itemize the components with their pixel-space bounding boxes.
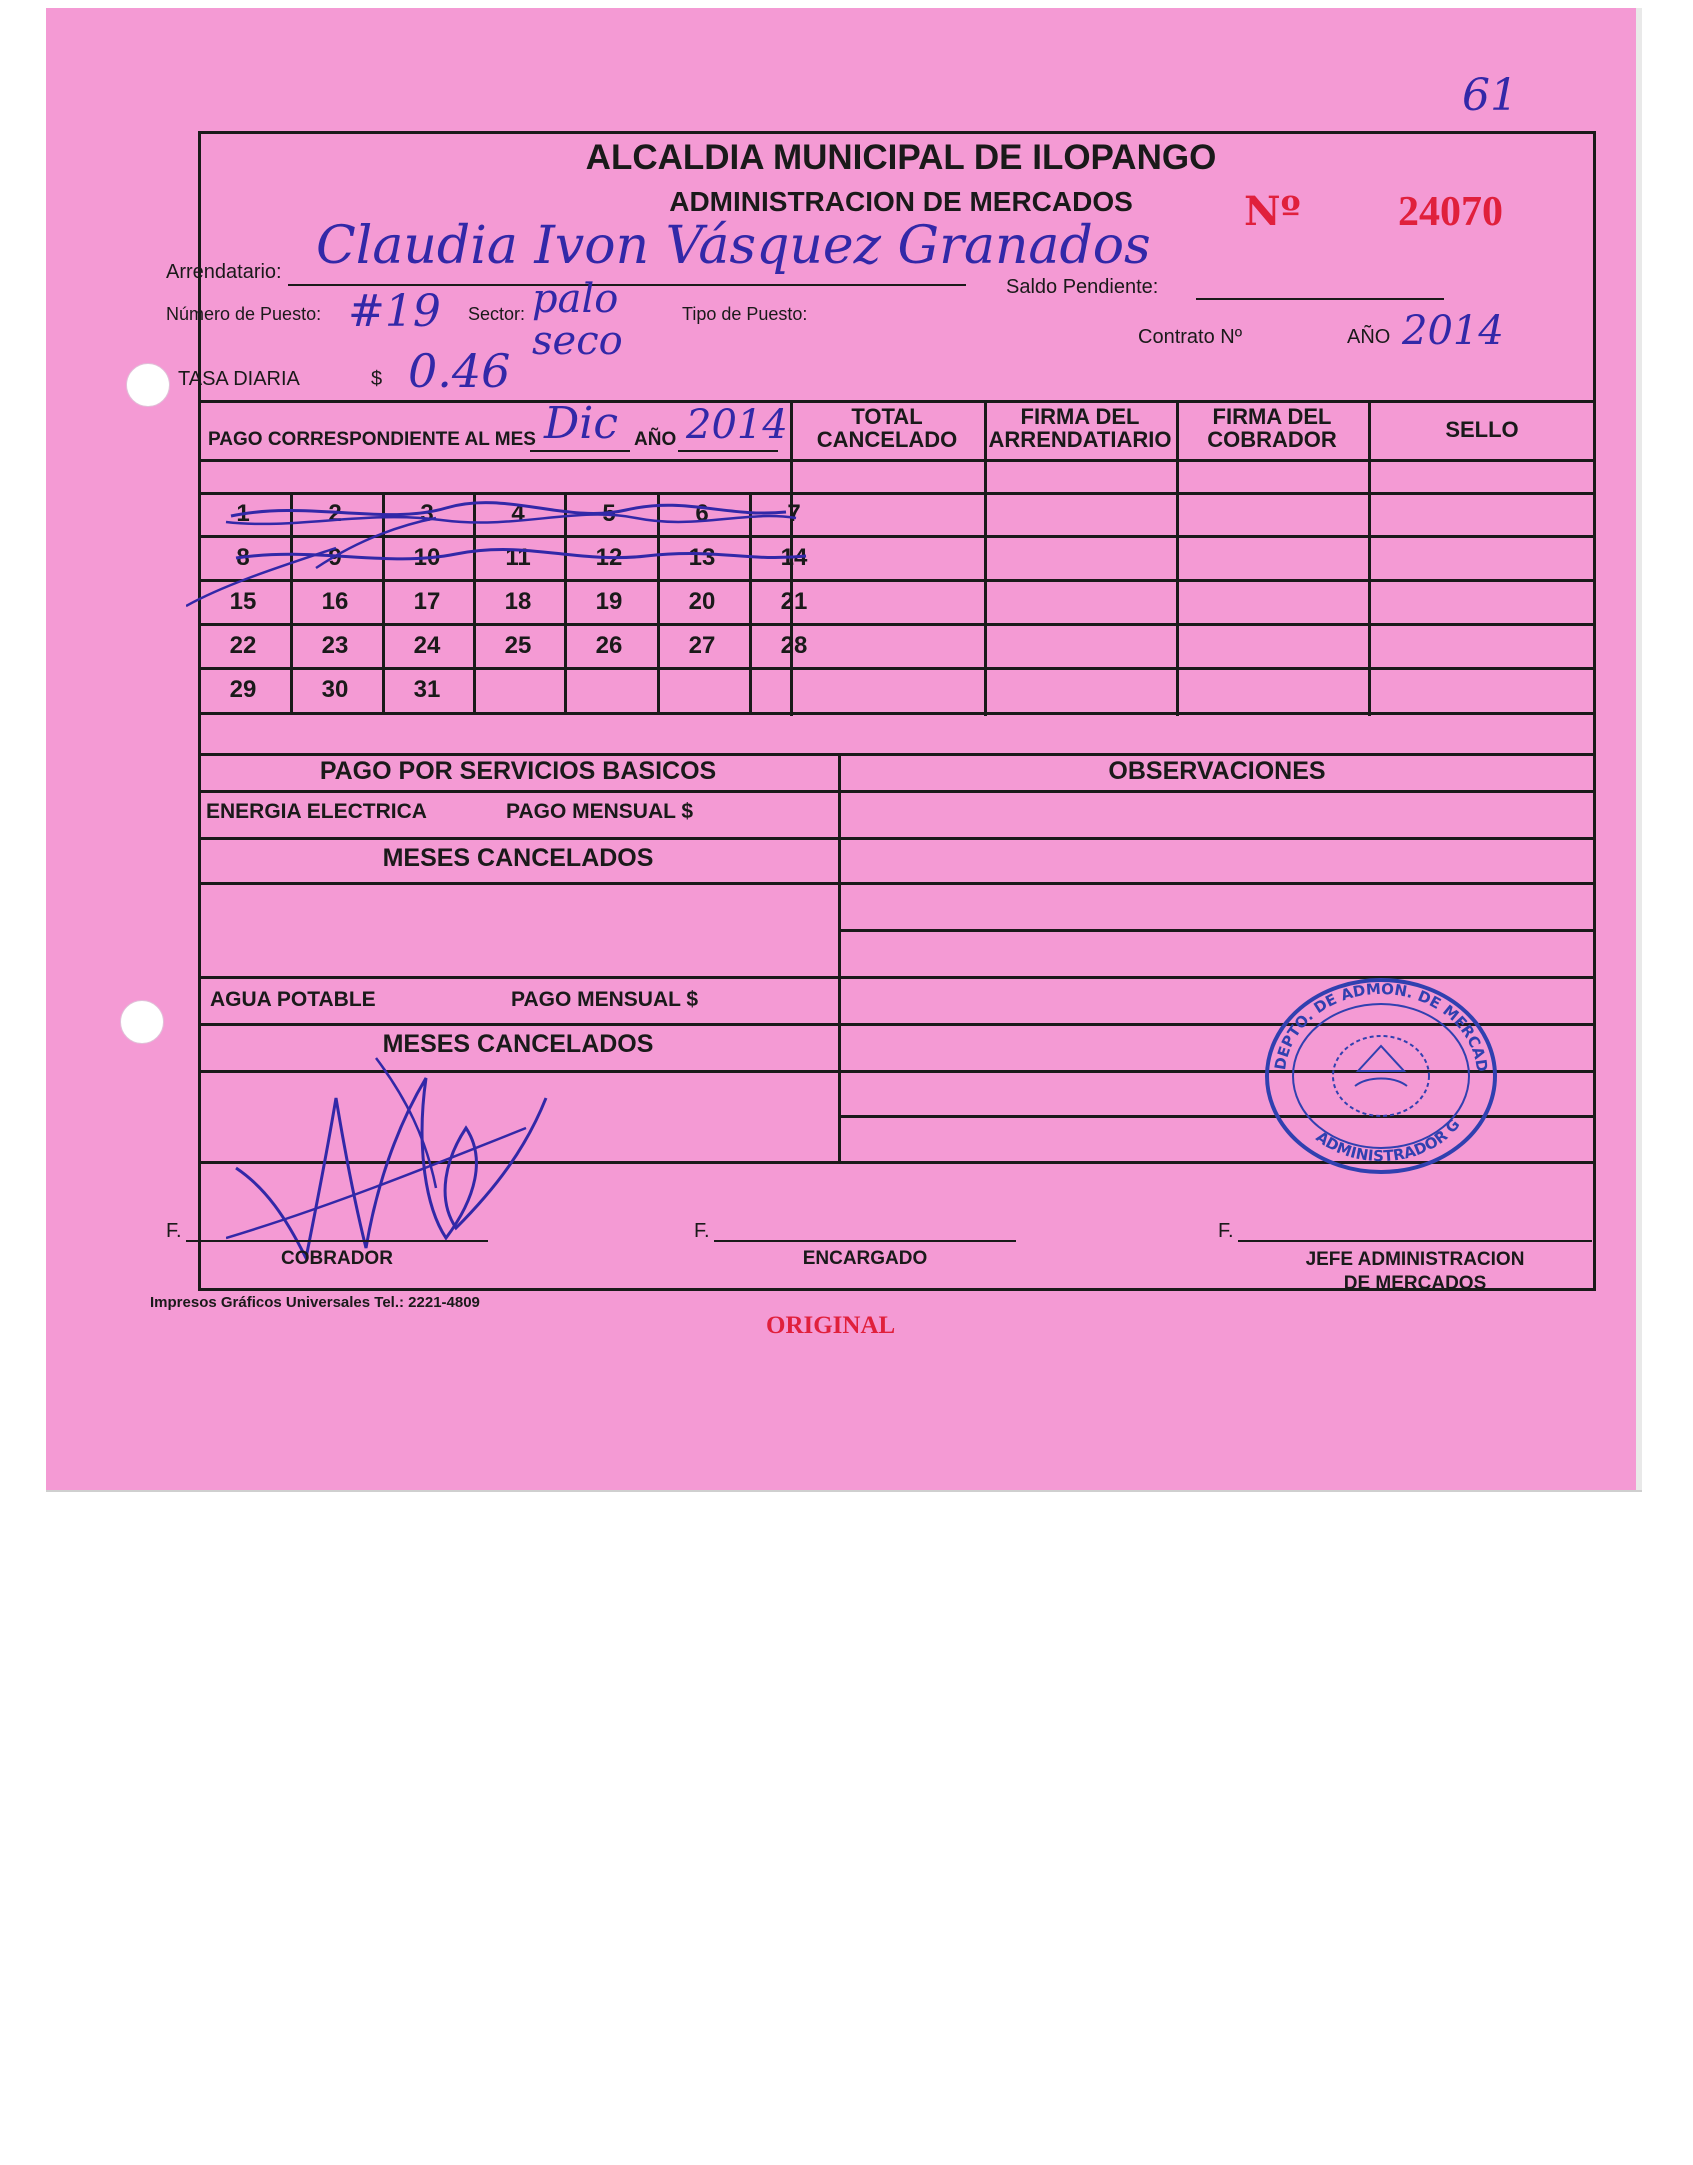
receipt-number: 24070 bbox=[1398, 189, 1503, 235]
original-mark: ORIGINAL bbox=[766, 1312, 896, 1339]
day-cell: 4 bbox=[511, 500, 525, 527]
day-crossout-scribble bbox=[186, 488, 826, 608]
col-total-cancelado bbox=[790, 405, 984, 451]
day-cell: 1 bbox=[236, 500, 250, 527]
grid-line-4 bbox=[198, 623, 1596, 626]
printer-credit: Impresos Gráficos Universales Tel.: 2221-4809 bbox=[150, 1294, 480, 1311]
energia-label: ENERGIA ELECTRICA bbox=[206, 800, 427, 823]
services-header-bottom bbox=[198, 790, 1596, 793]
firma-encargado-line bbox=[714, 1240, 1016, 1242]
services-line-2 bbox=[198, 837, 1596, 840]
day-cell: 29 bbox=[229, 676, 257, 703]
puesto-label: Número de Puesto: bbox=[166, 304, 322, 324]
day-cell: 5 bbox=[602, 500, 616, 527]
pago-anio-underline bbox=[678, 450, 778, 452]
services-title: PAGO POR SERVICIOS BASICOS bbox=[319, 757, 717, 785]
firma-cobrador-label: COBRADOR bbox=[281, 1248, 393, 1269]
col-sello: SELLO bbox=[1445, 417, 1519, 442]
arrendatario-value: Claudia Ivon Vásquez Granados bbox=[316, 216, 1151, 276]
cobrador-signature bbox=[226, 1038, 556, 1278]
day-cell: 24 bbox=[413, 632, 441, 659]
firma-jefe-line1: JEFE ADMINISTRACION bbox=[1305, 1249, 1525, 1270]
firma-encargado-prefix: F. bbox=[694, 1220, 710, 1242]
grid-line-5 bbox=[198, 667, 1596, 670]
day-cell: 19 bbox=[595, 588, 623, 615]
official-stamp bbox=[1263, 976, 1499, 1176]
services-line-3 bbox=[198, 882, 1596, 885]
firma-jefe-line bbox=[1238, 1240, 1592, 1242]
tasa-diaria-value: 0.46 bbox=[408, 344, 511, 398]
saldo-pendiente-underline bbox=[1196, 298, 1444, 300]
services-obs-divider bbox=[838, 753, 841, 1161]
day-cell: 10 bbox=[413, 544, 441, 571]
day-cell: 9 bbox=[328, 544, 342, 571]
agua-label: AGUA POTABLE bbox=[210, 988, 376, 1011]
pago-mes-value: Dic bbox=[544, 398, 618, 449]
firma-cobrador-line bbox=[186, 1240, 488, 1242]
tasa-diaria-label: TASA DIARIA bbox=[178, 368, 300, 390]
stamp-bottom-text: ADMINISTRADOR G bbox=[1312, 1115, 1464, 1166]
stamp-outer-text: DEPTO. DE ADMON. DE MERCAD bbox=[1271, 979, 1492, 1073]
day-cell: 26 bbox=[595, 632, 623, 659]
receipt-sheet bbox=[46, 8, 1642, 1490]
day-cell: 27 bbox=[688, 632, 716, 659]
svg-text:DEPTO. DE ADMON. DE MERCADOS · bbox=[1263, 976, 1491, 1073]
contrato-anio-value: 2014 bbox=[1402, 308, 1504, 354]
agua-pago-mensual-label: PAGO MENSUAL $ bbox=[511, 988, 699, 1011]
firma-cobrador-prefix: F. bbox=[166, 1220, 182, 1242]
day-cell: 28 bbox=[780, 632, 808, 659]
energia-pago-mensual-label: PAGO MENSUAL $ bbox=[506, 800, 694, 823]
puesto-value: #19 bbox=[348, 286, 441, 337]
day-cell: 14 bbox=[780, 544, 808, 571]
firma-jefe-line2: DE MERCADOS bbox=[1343, 1273, 1487, 1294]
pago-mes-label: PAGO CORRESPONDIENTE AL MES bbox=[208, 429, 536, 450]
day-cell: 16 bbox=[321, 588, 349, 615]
day-cell: 31 bbox=[413, 676, 441, 703]
page-number: 61 bbox=[1462, 70, 1518, 121]
col-total-line1: TOTAL bbox=[851, 404, 923, 429]
firma-encargado-label: ENCARGADO bbox=[802, 1248, 928, 1269]
col-firma-arr-line1: FIRMA DEL bbox=[1020, 404, 1140, 429]
punch-hole-bottom bbox=[120, 1000, 164, 1044]
day-cell: 25 bbox=[504, 632, 532, 659]
day-cell: 18 bbox=[504, 588, 532, 615]
day-cell: 12 bbox=[595, 544, 623, 571]
saldo-pendiente-label: Saldo Pendiente: bbox=[1006, 276, 1159, 298]
col-total-line2: CANCELADO bbox=[816, 427, 958, 452]
services-top-border bbox=[198, 753, 1596, 756]
arrendatario-label: Arrendatario: bbox=[166, 261, 282, 283]
receipt-number-label: Nº bbox=[1244, 188, 1301, 235]
day-cell: 22 bbox=[229, 632, 257, 659]
firma-jefe-label bbox=[1238, 1248, 1592, 1296]
document-title: ALCALDIA MUNICIPAL DE ILOPANGO bbox=[585, 138, 1217, 177]
contrato-anio-label: AÑO bbox=[1347, 326, 1391, 348]
day-cell: 23 bbox=[321, 632, 349, 659]
table-header-bottom bbox=[198, 459, 1596, 462]
tasa-currency: $ bbox=[371, 368, 383, 390]
firma-jefe-prefix: F. bbox=[1218, 1220, 1234, 1242]
tipo-puesto-label: Tipo de Puesto: bbox=[682, 304, 808, 324]
day-cell: 6 bbox=[695, 500, 709, 527]
day-cell: 20 bbox=[688, 588, 716, 615]
energia-meses-cancelados: MESES CANCELADOS bbox=[382, 844, 654, 872]
col-firma-arr-line2: ARRENDATIARIO bbox=[988, 427, 1172, 452]
col-firma-arrendatario bbox=[984, 405, 1176, 451]
day-cell: 17 bbox=[413, 588, 441, 615]
day-cell: 7 bbox=[787, 500, 801, 527]
pago-anio-value: 2014 bbox=[686, 402, 788, 448]
obs-line-1 bbox=[838, 929, 1596, 932]
col-firma-cob-line2: COBRADOR bbox=[1207, 427, 1337, 452]
col-firma-cob-line1: FIRMA DEL bbox=[1212, 404, 1332, 429]
day-cell: 8 bbox=[236, 544, 250, 571]
table-top-border bbox=[198, 400, 1596, 403]
document-subtitle: ADMINISTRACION DE MERCADOS bbox=[669, 186, 1133, 217]
day-cell: 13 bbox=[688, 544, 716, 571]
grid-line-6 bbox=[198, 712, 1596, 715]
contrato-label: Contrato Nº bbox=[1138, 326, 1243, 348]
pago-mes-underline bbox=[530, 450, 630, 452]
sector-value: palo seco bbox=[532, 276, 623, 364]
punch-hole-top bbox=[126, 363, 170, 407]
day-cell: 2 bbox=[328, 500, 342, 527]
col-firma-cobrador bbox=[1176, 405, 1368, 451]
sector-label: Sector: bbox=[468, 304, 526, 324]
day-cell: 30 bbox=[321, 676, 349, 703]
observaciones-title: OBSERVACIONES bbox=[1108, 757, 1326, 785]
day-cell: 3 bbox=[420, 500, 434, 527]
day-cell: 21 bbox=[780, 588, 808, 615]
agua-meses-cancelados: MESES CANCELADOS bbox=[382, 1030, 654, 1058]
day-cell: 11 bbox=[505, 544, 531, 571]
stamp-seal-graphic bbox=[1263, 976, 1499, 1176]
pago-anio-label: AÑO bbox=[634, 429, 677, 450]
day-cell: 15 bbox=[229, 588, 257, 615]
